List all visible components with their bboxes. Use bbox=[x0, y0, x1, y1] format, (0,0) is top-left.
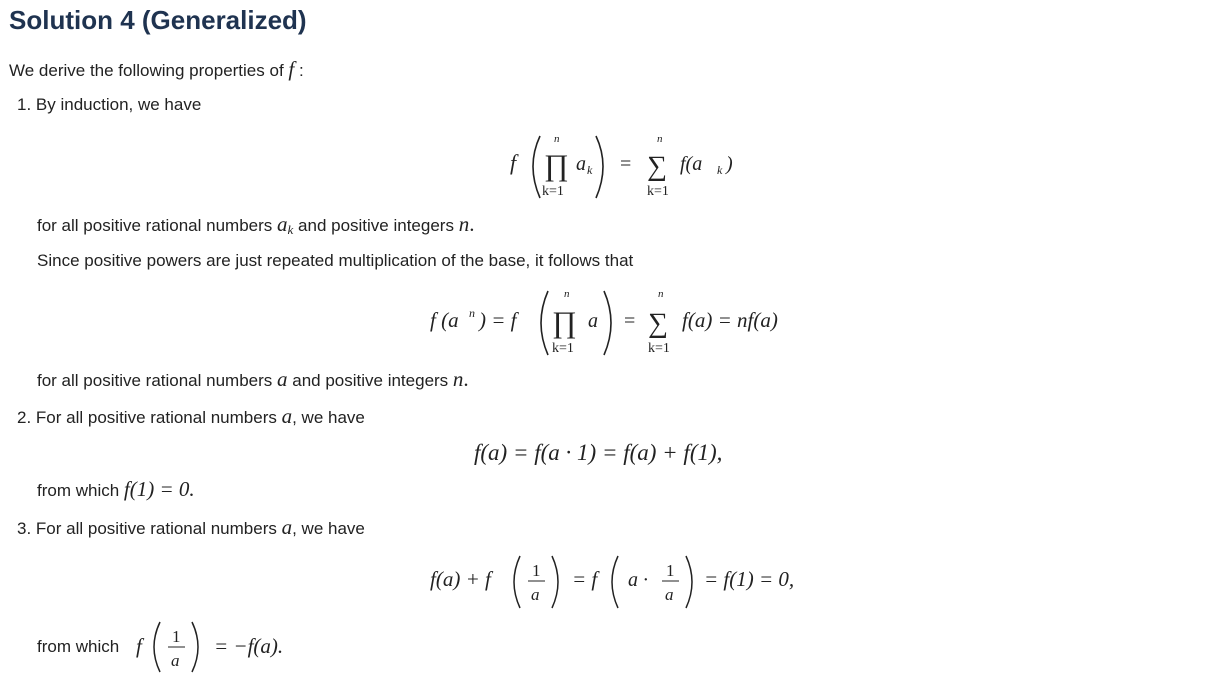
eq2-equals: = bbox=[624, 310, 636, 332]
eq2-prod-top: n bbox=[564, 288, 570, 300]
item2-lead bbox=[17, 405, 365, 429]
item1-lead bbox=[17, 94, 201, 116]
eq3-num1: 1 bbox=[532, 561, 541, 580]
eq3-paren-l1 bbox=[514, 556, 520, 608]
item2-conclusion-eq: f(1) = 0. bbox=[123, 477, 195, 501]
eq4-paren-l bbox=[154, 622, 160, 672]
eq1-rhs: f(a bbox=[680, 153, 703, 175]
item1-after2-var: a bbox=[277, 367, 288, 391]
eq3-num2: 1 bbox=[666, 561, 675, 580]
eq3-dot: a · bbox=[628, 569, 648, 591]
item2-lead-a: For all positive rational numbers bbox=[35, 408, 277, 427]
eq2-sum-top: n bbox=[658, 288, 664, 300]
eq3-den1: a bbox=[531, 585, 540, 604]
equation-4 bbox=[424, 550, 844, 614]
eq3-den2: a bbox=[665, 585, 674, 604]
eq1-paren-left bbox=[533, 136, 540, 198]
item2-number: 2. bbox=[17, 408, 32, 427]
item1-after2: for all positive rational numbers a and positive integers n. bbox=[37, 367, 469, 391]
eq1-sum: ∑ bbox=[647, 151, 667, 182]
item3-number: 3. bbox=[17, 519, 32, 538]
eq1-term: a bbox=[576, 153, 586, 175]
item2-lead-b: , we have bbox=[292, 408, 365, 427]
eq1-prod-bottom: k=1 bbox=[542, 184, 564, 199]
eq1-paren-right bbox=[596, 136, 603, 198]
eq4-num: 1 bbox=[172, 627, 181, 646]
equation-2 bbox=[424, 283, 844, 363]
eq1-sum-bottom: k=1 bbox=[647, 184, 669, 199]
eq2-sum-bottom: k=1 bbox=[648, 341, 670, 356]
eq3-lhs: f(a) + f bbox=[430, 567, 491, 591]
equation-5 bbox=[132, 616, 332, 678]
eq2-lhs-sup: n bbox=[469, 306, 475, 320]
item1-after2-b: and positive integers bbox=[292, 371, 449, 390]
item1-mid: Since positive powers are just repeated multiplication of the base, it follows that bbox=[37, 251, 634, 270]
eq3-paren-l2 bbox=[612, 556, 618, 608]
eq1-prod-top: n bbox=[554, 133, 560, 145]
eq4-tail: = −f(a). bbox=[214, 634, 284, 658]
eq2-paren-left bbox=[541, 291, 548, 355]
eq1-prod: ∏ bbox=[544, 149, 569, 182]
item3-conclusion-a: from which bbox=[37, 637, 120, 656]
eq2-rhs: f(a) = nf(a) bbox=[682, 308, 778, 332]
eq1-equals: = bbox=[620, 153, 632, 175]
intro-line bbox=[9, 58, 304, 82]
eq4-den: a bbox=[171, 651, 180, 670]
item1-after2-a: for all positive rational numbers bbox=[37, 371, 273, 390]
intro-colon: : bbox=[298, 61, 304, 80]
item1-number: 1. bbox=[17, 95, 32, 114]
equation-3: f(a) = f(a · 1) = f(a) + f(1), bbox=[474, 440, 723, 465]
item1-after1-b: and positive integers bbox=[298, 216, 454, 235]
equation-1 bbox=[500, 128, 760, 208]
item3-lead-b: , we have bbox=[292, 519, 365, 538]
eq2-lhs: f (a bbox=[430, 308, 459, 332]
item1-after1-var: $a_k$ bbox=[277, 212, 294, 237]
eq1-f: f bbox=[510, 150, 517, 175]
eq1-term-sub: k bbox=[587, 163, 593, 177]
item2-conclusion-a: from which bbox=[37, 481, 120, 500]
item3-lead-var: a bbox=[281, 515, 293, 539]
eq4-f: f bbox=[136, 634, 142, 658]
item2-lead-var: a bbox=[281, 404, 293, 428]
item1-lead-text: By induction, we have bbox=[35, 95, 202, 114]
eq4-paren-r bbox=[192, 622, 198, 672]
eq2-prod: ∏ bbox=[552, 306, 577, 339]
intro-text: We derive the following properties of bbox=[9, 61, 284, 80]
eq1-sum-top: n bbox=[657, 133, 663, 145]
item1-after1-a: for all positive rational numbers bbox=[37, 216, 273, 235]
eq3-paren-r1 bbox=[552, 556, 558, 608]
item1-after1-n: n bbox=[458, 212, 470, 236]
eq3-paren-r2 bbox=[686, 556, 692, 608]
eq2-lhs-close: ) = f bbox=[479, 308, 517, 332]
eq3-rhs: = f(1) = 0, bbox=[704, 567, 795, 591]
intro-f: f bbox=[288, 57, 295, 81]
eq3-mid: = f bbox=[572, 567, 598, 591]
item1-after2-n: n bbox=[452, 367, 464, 391]
eq2-sum: ∑ bbox=[648, 308, 668, 339]
item3-lead-a: For all positive rational numbers bbox=[35, 519, 277, 538]
item1-after1: for all positive rational numbers $a_k$ and positive integers n. bbox=[37, 212, 475, 237]
item3-lead bbox=[17, 516, 365, 540]
eq1-rhs-sub: k bbox=[717, 163, 723, 177]
eq2-paren-right bbox=[604, 291, 611, 355]
eq2-prod-bottom: k=1 bbox=[552, 341, 574, 356]
eq2-term: a bbox=[588, 310, 598, 332]
eq1-rhs-close: ) bbox=[726, 153, 733, 175]
page-title: Solution 4 (Generalized) bbox=[9, 5, 307, 35]
item2-conclusion bbox=[37, 478, 195, 502]
